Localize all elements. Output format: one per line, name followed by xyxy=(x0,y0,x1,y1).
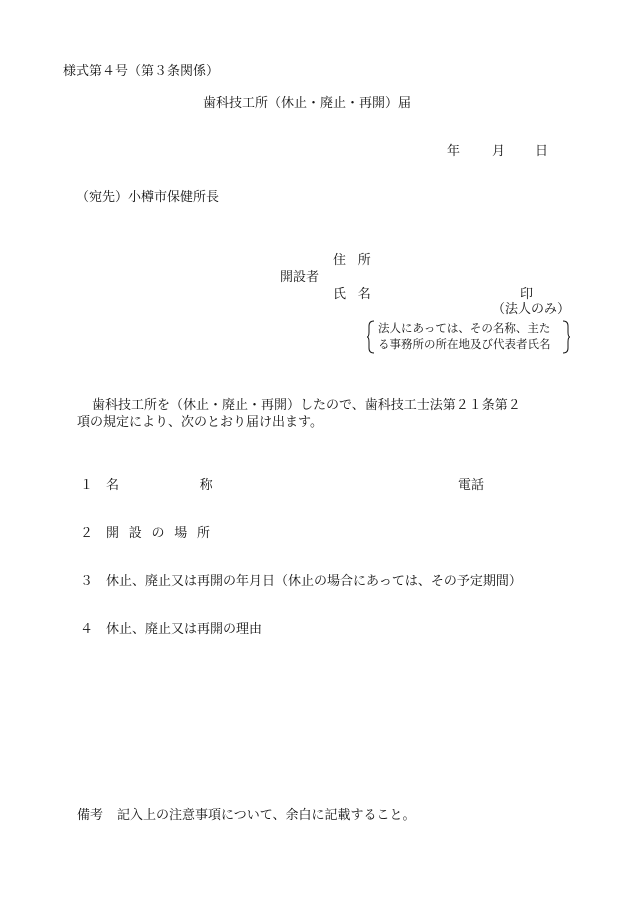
item-number-2: ２ xyxy=(80,526,94,541)
address-label: 住所 xyxy=(333,253,383,268)
remarks-label: 備考 xyxy=(77,808,104,823)
form-title: 歯科技工所（休止・廃止・再開）届 xyxy=(203,96,412,111)
corporation-note-line-2: る事務所の所在地及び代表者氏名 xyxy=(378,337,551,351)
corporation-note xyxy=(367,320,570,354)
item-label-date: 休止、廃止又は再開の年月日（休止の場合にあっては、その予定期間） xyxy=(106,574,522,589)
item-label-name: 名称 xyxy=(106,478,294,493)
founder-label: 開設者 xyxy=(280,270,320,285)
date-year-label: 年 xyxy=(447,144,461,159)
remarks-text: 記入上の注意事項について、余白に記載すること。 xyxy=(117,808,416,823)
item-number-3: ３ xyxy=(80,574,94,589)
date-month-label: 月 xyxy=(492,144,506,159)
form-number: 様式第４号（第３条関係） xyxy=(63,64,220,79)
item-number-1: １ xyxy=(80,478,94,493)
body-text-line-1: 歯科技工所を（休止・廃止・再開）したので、歯科技工士法第２１条第２ xyxy=(92,398,521,413)
item-phone-label: 電話 xyxy=(458,478,485,493)
date-day-label: 日 xyxy=(535,144,549,159)
corporation-only-label: （法人のみ） xyxy=(492,302,571,317)
item-label-reason: 休止、廃止又は再開の理由 xyxy=(106,622,263,637)
seal-label: 印 xyxy=(520,287,534,302)
item-number-4: ４ xyxy=(80,622,94,637)
body-text-line-2: 項の規定により、次のとおり届け出ます。 xyxy=(77,415,323,430)
name-label: 氏名 xyxy=(333,287,383,302)
corporation-note-line-1: 法人にあっては、その名称、主た xyxy=(378,321,551,335)
item-label-location: 開設の場所 xyxy=(106,526,220,541)
addressee: （宛先）小樽市保健所長 xyxy=(76,190,220,205)
